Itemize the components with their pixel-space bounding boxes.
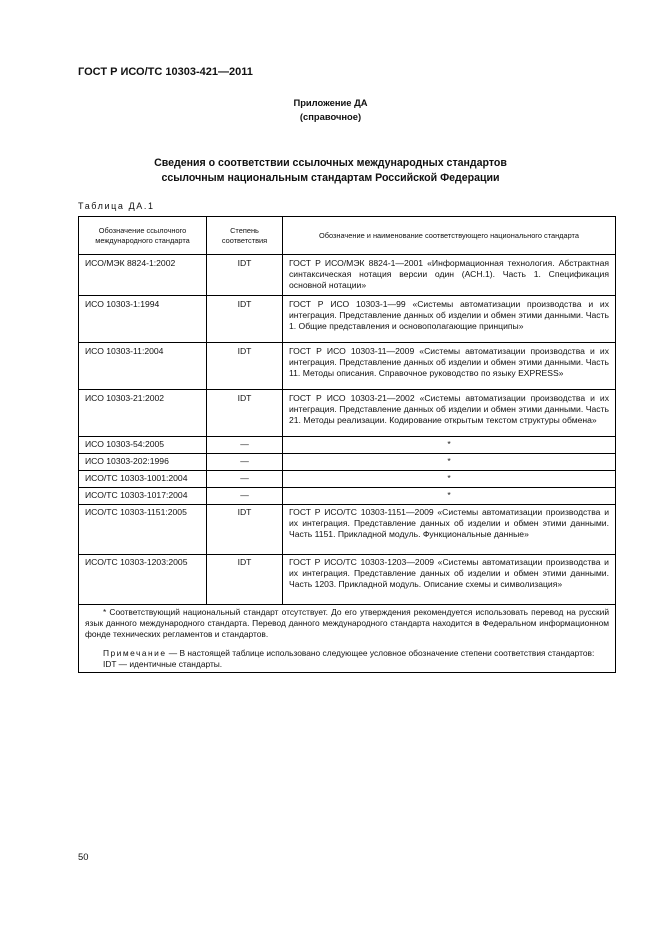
cell-degree: IDT bbox=[207, 255, 283, 296]
cell-standard: ИСО/ТС 10303-1001:2004 bbox=[79, 471, 207, 488]
cell-national: ГОСТ Р ИСО/ТС 10303-1151—2009 «Системы автоматизации производства и их интеграция. Представление данных об изделии и обмен этими данными. Часть 1151. Прикладной модуль. Функциональные данные» bbox=[283, 505, 616, 555]
cell-degree: IDT bbox=[207, 390, 283, 437]
section-title-line2: ссылочным национальным стандартам Российской Федерации bbox=[161, 172, 500, 184]
cell-national: * bbox=[283, 471, 616, 488]
appendix-title: Приложение ДА bbox=[293, 97, 368, 108]
cell-degree: IDT bbox=[207, 555, 283, 605]
appendix-subtitle: (справочное) bbox=[299, 111, 362, 122]
cell-standard: ИСО/ТС 10303-1203:2005 bbox=[79, 555, 207, 605]
table-footnote-cell bbox=[79, 605, 616, 673]
section-title bbox=[0, 156, 661, 186]
header-national-standard: Обозначение и наименование соответствующего национального стандарта bbox=[283, 217, 616, 255]
note-paragraph bbox=[85, 648, 609, 659]
appendix-heading bbox=[0, 96, 661, 124]
table-label: Таблица ДА.1 bbox=[78, 201, 155, 211]
cell-degree: — bbox=[207, 488, 283, 505]
standards-table bbox=[78, 216, 616, 673]
header-international-standard: Обозначение ссылочного международного стандарта bbox=[79, 217, 207, 255]
header-degree: Степень соответствия bbox=[207, 217, 283, 255]
cell-national: ГОСТ Р ИСО/ТС 10303-1203—2009 «Системы автоматизации производства и их интеграция. Представление данных об изделии и обмен этими данными. Часть 1203. Прикладной модуль. Описание схемы и символизация» bbox=[283, 555, 616, 605]
note-text: — В настоящей таблице использовано следующее условное обозначение степени соответствия стандартов: bbox=[166, 648, 595, 658]
note-label: Примечание bbox=[103, 648, 167, 658]
table-row bbox=[79, 471, 616, 488]
cell-standard: ИСО 10303-21:2002 bbox=[79, 390, 207, 437]
table-header-row bbox=[79, 217, 616, 255]
cell-degree: IDT bbox=[207, 505, 283, 555]
cell-degree: — bbox=[207, 437, 283, 454]
cell-standard: ИСО 10303-1:1994 bbox=[79, 296, 207, 343]
cell-degree: — bbox=[207, 454, 283, 471]
table-row bbox=[79, 255, 616, 296]
cell-standard: ИСО/ТС 10303-1017:2004 bbox=[79, 488, 207, 505]
note-idt: IDT — идентичные стандарты. bbox=[103, 659, 223, 669]
cell-standard: ИСО 10303-11:2004 bbox=[79, 343, 207, 390]
cell-national: ГОСТ Р ИСО 10303-1—99 «Системы автоматизации производства и их интеграция. Представление данных об изделии и обмен этими данными. Часть 1. Общие представления и основополагающие принципы» bbox=[283, 296, 616, 343]
cell-degree: IDT bbox=[207, 343, 283, 390]
cell-standard: ИСО/ТС 10303-1151:2005 bbox=[79, 505, 207, 555]
cell-standard: ИСО 10303-54:2005 bbox=[79, 437, 207, 454]
section-title-line1: Сведения о соответствии ссылочных международных стандартов bbox=[154, 157, 507, 169]
cell-national: * bbox=[283, 488, 616, 505]
cell-standard: ИСО 10303-202:1996 bbox=[79, 454, 207, 471]
table-row bbox=[79, 555, 616, 605]
table-row bbox=[79, 343, 616, 390]
cell-standard: ИСО/МЭК 8824-1:2002 bbox=[79, 255, 207, 296]
table-row bbox=[79, 454, 616, 471]
cell-national: * bbox=[283, 454, 616, 471]
table-row bbox=[79, 296, 616, 343]
page-number: 50 bbox=[78, 851, 89, 862]
cell-degree: — bbox=[207, 471, 283, 488]
table-row bbox=[79, 488, 616, 505]
cell-degree: IDT bbox=[207, 296, 283, 343]
table-row bbox=[79, 390, 616, 437]
cell-national: ГОСТ Р ИСО/МЭК 8824-1—2001 «Информационная технология. Абстрактная синтаксическая нотация версии один (АСН.1). Часть 1. Спецификация основной нотации» bbox=[283, 255, 616, 296]
cell-national: ГОСТ Р ИСО 10303-11—2009 «Системы автоматизации производства и их интеграция. Представление данных об изделии и обмен этими данными. Часть 11. Методы описания. Справочное руководство по языку EXPRESS» bbox=[283, 343, 616, 390]
table-footer-row bbox=[79, 605, 616, 673]
table-row bbox=[79, 505, 616, 555]
cell-national: ГОСТ Р ИСО 10303-21—2002 «Системы автоматизации производства и их интеграция. Представление данных об изделии и обмен этими данными. Часть 21. Методы реализации. Кодирование открытым текстом структуры обмена» bbox=[283, 390, 616, 437]
cell-national: * bbox=[283, 437, 616, 454]
footnote-text: * Соответствующий национальный стандарт отсутствует. До его утверждения рекомендуется использовать перевод на русский язык данного международного стандарта. Перевод данного международного стандарта находится в Федеральном информационном фонде технических регламентов и стандартов. bbox=[85, 607, 609, 639]
document-header: ГОСТ Р ИСО/ТС 10303-421—2011 bbox=[78, 66, 253, 78]
table-row bbox=[79, 437, 616, 454]
